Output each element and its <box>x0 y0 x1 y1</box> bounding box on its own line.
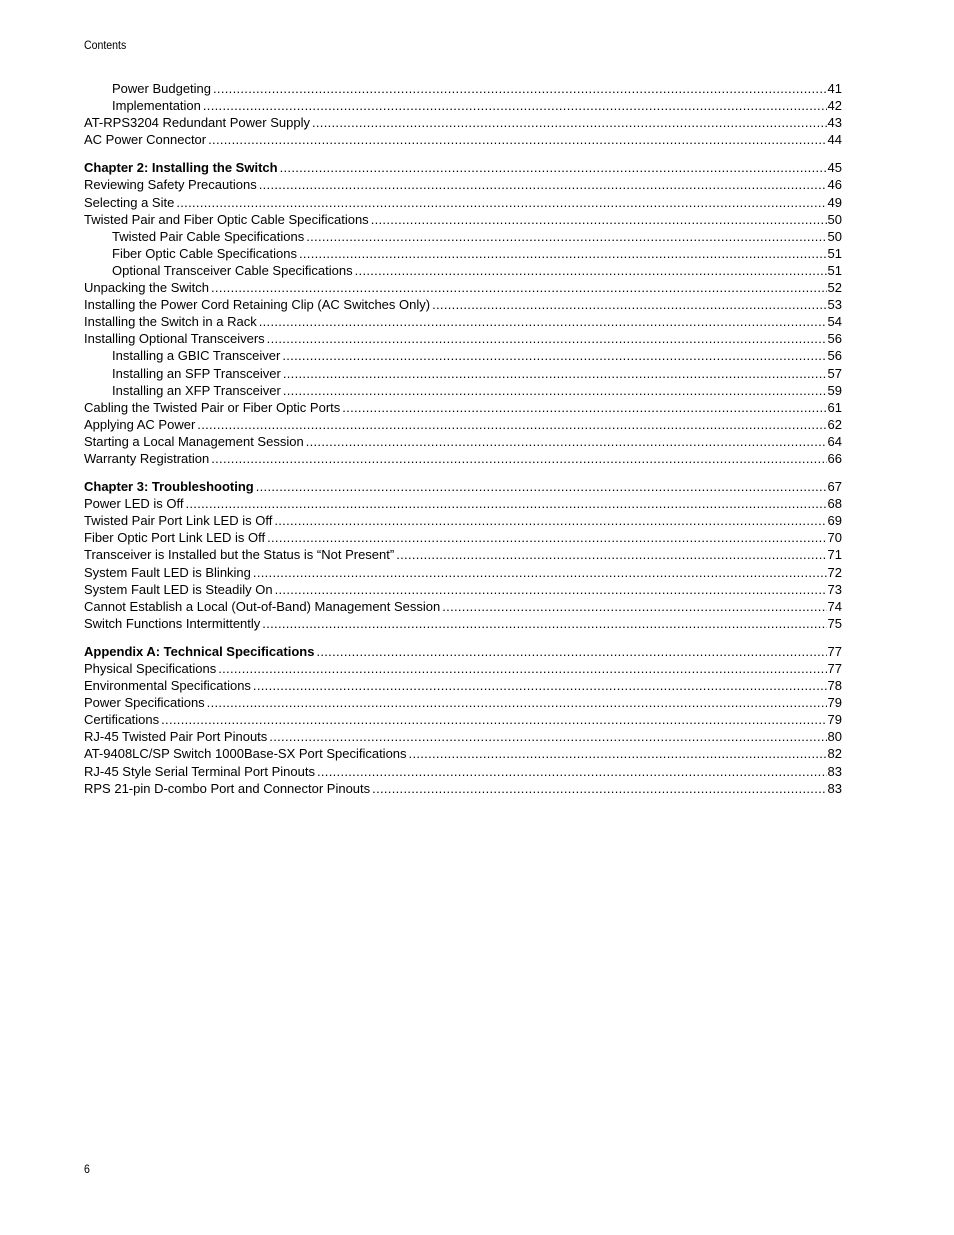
toc-dot-leader <box>218 660 826 677</box>
toc-entry[interactable] <box>84 598 842 615</box>
toc-dot-leader <box>283 365 827 382</box>
toc-entry[interactable] <box>84 347 842 364</box>
toc-entry-page: 79 <box>827 695 842 711</box>
toc-entry-title: Certifications <box>84 712 160 728</box>
toc-dot-leader <box>355 262 827 279</box>
toc-entry-title: Transceiver is Installed but the Status is “Not Present” <box>84 547 395 563</box>
toc-dot-leader <box>259 176 827 193</box>
toc-entry[interactable] <box>84 330 842 347</box>
toc-entry-title: Unpacking the Switch <box>84 280 210 296</box>
toc-dot-leader <box>306 228 826 245</box>
toc-entry-title: Implementation <box>112 98 201 114</box>
toc-section <box>84 643 842 797</box>
toc-entry-page: 41 <box>827 81 842 96</box>
toc-entry-page: 73 <box>827 581 842 597</box>
toc-entry[interactable] <box>84 382 842 399</box>
toc-entry-page: 53 <box>827 297 842 313</box>
running-header: Contents <box>84 38 127 52</box>
toc-entry-title: Environmental Specifications <box>84 678 251 694</box>
toc-dot-leader <box>176 194 826 211</box>
toc-entry-page: 56 <box>827 348 842 364</box>
toc-entry-title: Installing an SFP Transceiver <box>112 365 281 381</box>
toc-entry-page: 57 <box>827 365 842 381</box>
toc-entry[interactable] <box>84 416 842 433</box>
toc-entry[interactable] <box>84 564 842 581</box>
toc-entry[interactable] <box>84 660 842 677</box>
toc-entry-page: 79 <box>827 712 842 728</box>
toc-entry-page: 54 <box>827 314 842 330</box>
toc-entry-page: 50 <box>827 211 842 227</box>
toc-entry[interactable] <box>84 211 842 228</box>
toc-dot-leader <box>396 546 826 563</box>
toc-entry-page: 83 <box>827 763 842 779</box>
toc-dot-leader <box>371 211 827 228</box>
toc-dot-leader <box>259 313 827 330</box>
toc-entry-title: AC Power Connector <box>84 132 207 148</box>
toc-entry[interactable] <box>84 529 842 546</box>
toc-section <box>84 478 842 632</box>
toc-entry-page: 67 <box>827 479 842 495</box>
toc-entry-title: Optional Transceiver Cable Specifications <box>112 262 353 278</box>
toc-entry-title: Applying AC Power <box>84 416 196 432</box>
toc-dot-leader <box>256 478 827 495</box>
toc-entry-page: 64 <box>827 433 842 449</box>
toc-entry[interactable] <box>84 615 842 632</box>
toc-dot-leader <box>213 80 827 97</box>
toc-entry[interactable] <box>84 512 842 529</box>
toc-entry[interactable] <box>84 296 842 313</box>
toc-entry[interactable] <box>84 279 842 296</box>
toc-entry-page: 45 <box>827 160 842 176</box>
toc-dot-leader <box>269 728 826 745</box>
toc-dot-leader <box>267 529 826 546</box>
toc-section <box>84 80 842 148</box>
toc-entry-page: 69 <box>827 513 842 529</box>
toc-entry-page: 82 <box>827 746 842 762</box>
toc-entry-page: 78 <box>827 678 842 694</box>
toc-dot-leader <box>253 564 827 581</box>
toc-entry-title: Chapter 3: Troubleshooting <box>84 479 254 495</box>
toc-entry-page: 72 <box>827 564 842 580</box>
toc-dot-leader <box>432 296 826 313</box>
toc-entry[interactable] <box>84 780 842 797</box>
toc-entry-page: 43 <box>827 115 842 131</box>
toc-dot-leader <box>253 677 827 694</box>
toc-entry[interactable] <box>84 728 842 745</box>
toc-entry[interactable] <box>84 97 842 114</box>
toc-dot-leader <box>267 330 827 347</box>
toc-entry[interactable] <box>84 114 842 131</box>
toc-entry-title: AT-9408LC/SP Switch 1000Base-SX Port Specifications <box>84 746 407 762</box>
toc-entry[interactable] <box>84 365 842 382</box>
toc-dot-leader <box>442 598 826 615</box>
toc-entry[interactable] <box>84 677 842 694</box>
toc-entry-title: Appendix A: Technical Specifications <box>84 643 315 659</box>
toc-entry-title: RJ-45 Style Serial Terminal Port Pinouts <box>84 763 315 779</box>
toc-chapter-entry[interactable] <box>84 159 842 176</box>
toc-entry-title: Twisted Pair Port Link LED is Off <box>84 513 273 529</box>
toc-entry[interactable] <box>84 313 842 330</box>
toc-dot-leader <box>409 745 827 762</box>
toc-entry-title: Physical Specifications <box>84 661 217 676</box>
toc-dot-leader <box>211 450 826 467</box>
toc-entry-page: 50 <box>827 228 842 244</box>
toc-entry-page: 52 <box>827 280 842 296</box>
toc-entry-title: System Fault LED is Blinking <box>84 564 251 580</box>
toc-dot-leader <box>275 581 827 598</box>
toc-entry[interactable] <box>84 450 842 467</box>
toc-entry[interactable] <box>84 131 842 148</box>
toc-entry[interactable] <box>84 228 842 245</box>
toc-dot-leader <box>317 763 827 780</box>
toc-entry[interactable] <box>84 546 842 563</box>
toc-entry-page: 51 <box>827 262 842 278</box>
toc-entry[interactable] <box>84 194 842 211</box>
toc-dot-leader <box>306 433 827 450</box>
toc-dot-leader <box>316 643 826 660</box>
toc-chapter-entry[interactable] <box>84 478 842 495</box>
toc-dot-leader <box>208 131 826 148</box>
toc-entry-page: 56 <box>827 331 842 347</box>
toc-entry-title: Power Budgeting <box>112 81 212 96</box>
toc-entry-title: Switch Functions Intermittently <box>84 615 261 631</box>
toc-entry[interactable] <box>84 176 842 193</box>
toc-entry-page: 68 <box>827 496 842 512</box>
toc-entry-title: Installing a GBIC Transceiver <box>112 348 281 364</box>
toc-dot-leader <box>185 495 826 512</box>
toc-dot-leader <box>197 416 826 433</box>
toc-entry[interactable] <box>84 763 842 780</box>
toc-entry-title: Starting a Local Management Session <box>84 433 304 449</box>
toc-entry-page: 42 <box>827 98 842 114</box>
toc-entry-title: Installing the Power Cord Retaining Clip (AC Switches Only) <box>84 297 431 313</box>
toc-dot-leader <box>203 97 827 114</box>
toc-entry-title: RPS 21-pin D-combo Port and Connector Pinouts <box>84 780 371 796</box>
toc-entry-title: Power LED is Off <box>84 496 184 512</box>
toc-section <box>84 159 842 467</box>
toc-chapter-entry[interactable] <box>84 643 842 660</box>
toc-entry-page: 70 <box>827 530 842 546</box>
toc-entry-page: 80 <box>827 729 842 745</box>
toc-entry[interactable] <box>84 262 842 279</box>
toc-entry[interactable] <box>84 433 842 450</box>
toc-entry[interactable] <box>84 711 842 728</box>
toc-entry-title: Cabling the Twisted Pair or Fiber Optic Ports <box>84 399 341 415</box>
toc-dot-leader <box>280 159 827 176</box>
toc-entry[interactable] <box>84 399 842 416</box>
toc-entry-title: System Fault LED is Steadily On <box>84 581 273 597</box>
toc-entry-page: 74 <box>827 598 842 614</box>
toc-entry-page: 75 <box>827 615 842 631</box>
toc-entry-title: Warranty Registration <box>84 450 210 466</box>
toc-dot-leader <box>211 279 827 296</box>
toc-entry-title: Chapter 2: Installing the Switch <box>84 160 278 176</box>
toc-dot-leader <box>207 694 827 711</box>
toc-entry-title: AT-RPS3204 Redundant Power Supply <box>84 115 310 131</box>
toc-entry-page: 51 <box>827 245 842 261</box>
toc-entry[interactable] <box>84 495 842 512</box>
toc-entry-title: Cannot Establish a Local (Out-of-Band) Management Session <box>84 598 441 614</box>
toc-entry-page: 66 <box>827 450 842 466</box>
toc-entry-page: 46 <box>827 177 842 193</box>
toc-entry-page: 62 <box>827 416 842 432</box>
toc-entry[interactable] <box>84 245 842 262</box>
toc-dot-leader <box>274 512 826 529</box>
toc-dot-leader <box>283 382 827 399</box>
toc-entry[interactable] <box>84 745 842 762</box>
toc-entry-title: Power Specifications <box>84 695 205 711</box>
toc-entry-page: 59 <box>827 382 842 398</box>
page-number: 6 <box>84 1162 90 1176</box>
toc-entry-page: 77 <box>827 643 842 659</box>
toc-dot-leader <box>312 114 827 131</box>
toc-entry-page: 77 <box>827 661 842 676</box>
toc-dot-leader <box>299 245 827 262</box>
toc-entry-title: Twisted Pair Cable Specifications <box>112 228 305 244</box>
toc-entry-title: Installing Optional Transceivers <box>84 331 265 347</box>
toc-entry-title: Reviewing Safety Precautions <box>84 177 257 193</box>
toc-dot-leader <box>342 399 826 416</box>
toc-entry-title: Selecting a Site <box>84 194 175 210</box>
toc-entry-title: Twisted Pair and Fiber Optic Cable Specifications <box>84 211 369 227</box>
toc-dot-leader <box>372 780 826 797</box>
toc-dot-leader <box>262 615 826 632</box>
toc-entry-page: 71 <box>827 547 842 563</box>
toc-entry-page: 49 <box>827 194 842 210</box>
table-of-contents <box>84 80 842 808</box>
toc-entry[interactable] <box>84 581 842 598</box>
toc-entry-title: Installing the Switch in a Rack <box>84 314 257 330</box>
toc-entry-title: Installing an XFP Transceiver <box>112 382 281 398</box>
toc-entry-page: 61 <box>827 399 842 415</box>
toc-entry-page: 44 <box>827 132 842 148</box>
toc-entry-title: Fiber Optic Port Link LED is Off <box>84 530 266 546</box>
toc-entry[interactable] <box>84 694 842 711</box>
toc-entry-title: Fiber Optic Cable Specifications <box>112 245 297 261</box>
toc-dot-leader <box>161 711 826 728</box>
toc-entry-page: 83 <box>827 780 842 796</box>
toc-dot-leader <box>282 347 826 364</box>
toc-entry-title: RJ-45 Twisted Pair Port Pinouts <box>84 729 268 745</box>
toc-entry[interactable] <box>84 80 842 97</box>
